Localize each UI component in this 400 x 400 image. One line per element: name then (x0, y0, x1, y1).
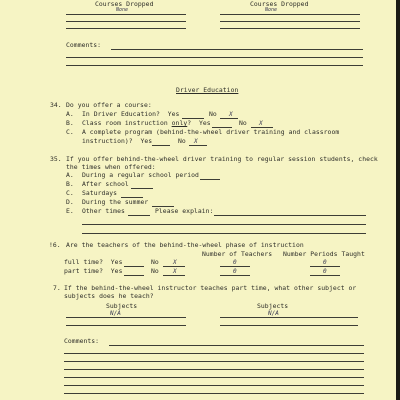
scan-edge (396, 0, 400, 400)
q35-line1: If you offer behind-the-wheel driver training to regular session students, check (66, 155, 378, 163)
q35-number: 35. (50, 155, 62, 163)
courses-dropped-heading-left: Courses Dropped (95, 0, 154, 8)
answer-line (220, 21, 360, 22)
subjects-line[interactable] (220, 325, 358, 326)
q34-b-text-pre: Class room instruction (82, 119, 172, 127)
q34-b-no-label: No (239, 119, 247, 127)
q36-full-no-label: No (151, 258, 159, 266)
q36-text: Are the teachers of the behind-the-wheel phase of instruction (66, 241, 304, 249)
q36-full-periods[interactable]: 0 (323, 259, 327, 266)
q36-part-no-label: No (151, 267, 159, 275)
q34-b-text (82, 119, 211, 127)
q35-d-text: During the summer (82, 198, 149, 206)
q34-c-no-label: No (178, 137, 186, 145)
comments-line[interactable] (64, 377, 364, 378)
q34-c-letter: C. (66, 128, 74, 136)
q34-c-line1: A complete program (behind-the-wheel driver training and classroom (82, 128, 340, 136)
q35-d-letter: D. (66, 198, 74, 206)
comments-line[interactable] (64, 385, 364, 386)
q36-part-teachers-blank[interactable] (220, 275, 250, 276)
section-title: Driver Education (176, 86, 239, 94)
q36-part-yes-blank[interactable] (124, 275, 144, 276)
q34-b-text-only: only (171, 119, 188, 127)
q35-b-text: After school (82, 180, 129, 188)
q37-number: 7. (53, 284, 61, 292)
subjects-line[interactable] (66, 317, 186, 318)
q34-a-no-label: No (209, 110, 217, 118)
courses-dropped-answer-right: None (265, 7, 278, 13)
q36-part-periods-blank[interactable] (310, 275, 340, 276)
q34-b-text-post: ? Yes (187, 119, 211, 127)
q37-subjects-heading-left: Subjects (106, 302, 138, 310)
comments-label-top: Comments: (66, 41, 102, 49)
q36-part-label: part time? Yes (64, 267, 123, 275)
answer-line (66, 28, 186, 29)
q34-a-letter: A. (66, 110, 74, 118)
q34-c-no-mark[interactable]: X (194, 138, 198, 145)
q37-answer-right[interactable]: N/A (268, 310, 279, 317)
comments-line (111, 49, 363, 50)
q35-explain-line[interactable] (82, 224, 366, 225)
q36-full-periods-blank[interactable] (310, 266, 340, 267)
q37-answer-left[interactable]: N/A (110, 310, 121, 317)
q34-a-no-mark[interactable]: X (229, 111, 233, 118)
q35-b-blank[interactable] (131, 188, 153, 189)
answer-line (66, 21, 186, 22)
q36-col-teachers: Number of Teachers (202, 250, 273, 258)
subjects-line[interactable] (66, 325, 186, 326)
courses-dropped-answer-left: None (116, 7, 129, 13)
q35-e-blank[interactable] (128, 215, 150, 216)
comments-line[interactable] (64, 369, 364, 370)
q34-b-no-mark[interactable]: X (259, 120, 263, 127)
comments-line (66, 65, 363, 66)
q34-b-letter: B. (66, 119, 74, 127)
q37-line2: subjects does he teach? (64, 292, 154, 300)
comments-line[interactable] (64, 393, 364, 394)
q37-line1: If the behind-the-wheel instructor teaches part time, what other subject or (64, 284, 357, 292)
q35-a-letter: A. (66, 171, 74, 179)
q34-text: Do you offer a course: (66, 101, 152, 109)
comments-line[interactable] (64, 361, 364, 362)
q36-part-periods[interactable]: 0 (323, 268, 327, 275)
q37-subjects-heading-right: Subjects (257, 302, 289, 310)
q36-full-label: full time? Yes (64, 258, 123, 266)
q35-explain-line[interactable] (82, 233, 366, 234)
subjects-line[interactable] (220, 317, 358, 318)
comments-line[interactable] (109, 345, 364, 346)
q35-a-blank[interactable] (200, 179, 220, 180)
q35-e-explain-label: Please explain: (155, 207, 214, 215)
q35-e-letter: E. (66, 207, 74, 215)
answer-line (66, 14, 186, 15)
q36-number: !6. (49, 241, 61, 249)
q35-a-text: During a regular school period (82, 171, 199, 179)
q36-full-teachers-blank[interactable] (220, 266, 250, 267)
q34-c-line2: instruction)? Yes (82, 137, 153, 145)
q35-line2: the times when offered: (66, 163, 156, 171)
q36-full-no-mark[interactable]: X (173, 259, 177, 266)
q34-c-no-blank[interactable] (189, 145, 207, 146)
courses-dropped-heading-right: Courses Dropped (250, 0, 309, 8)
q36-full-no-blank[interactable] (163, 266, 185, 267)
q36-part-teachers[interactable]: 0 (233, 268, 237, 275)
comments-label-bottom: Comments: (64, 337, 100, 345)
comments-line[interactable] (64, 353, 364, 354)
q34-a-no-blank[interactable] (220, 118, 238, 119)
q35-c-letter: C. (66, 189, 74, 197)
q35-c-text: Saturdays (82, 189, 118, 197)
q34-a-text: In Driver Education? Yes (82, 110, 180, 118)
q36-full-yes-blank[interactable] (124, 266, 144, 267)
q36-part-no-blank[interactable] (163, 275, 185, 276)
answer-line (220, 14, 360, 15)
q35-explain-line[interactable] (214, 215, 366, 216)
comments-line (66, 57, 363, 58)
q36-part-no-mark[interactable]: X (173, 268, 177, 275)
q34-c-yes-blank[interactable] (152, 145, 170, 146)
q35-b-letter: B. (66, 180, 74, 188)
q35-e-text: Other times (82, 207, 125, 215)
q34-number: 34. (50, 101, 62, 109)
q36-full-teachers[interactable]: 0 (233, 259, 237, 266)
q36-col-periods: Number Periods Taught (283, 250, 365, 258)
answer-line (220, 28, 360, 29)
